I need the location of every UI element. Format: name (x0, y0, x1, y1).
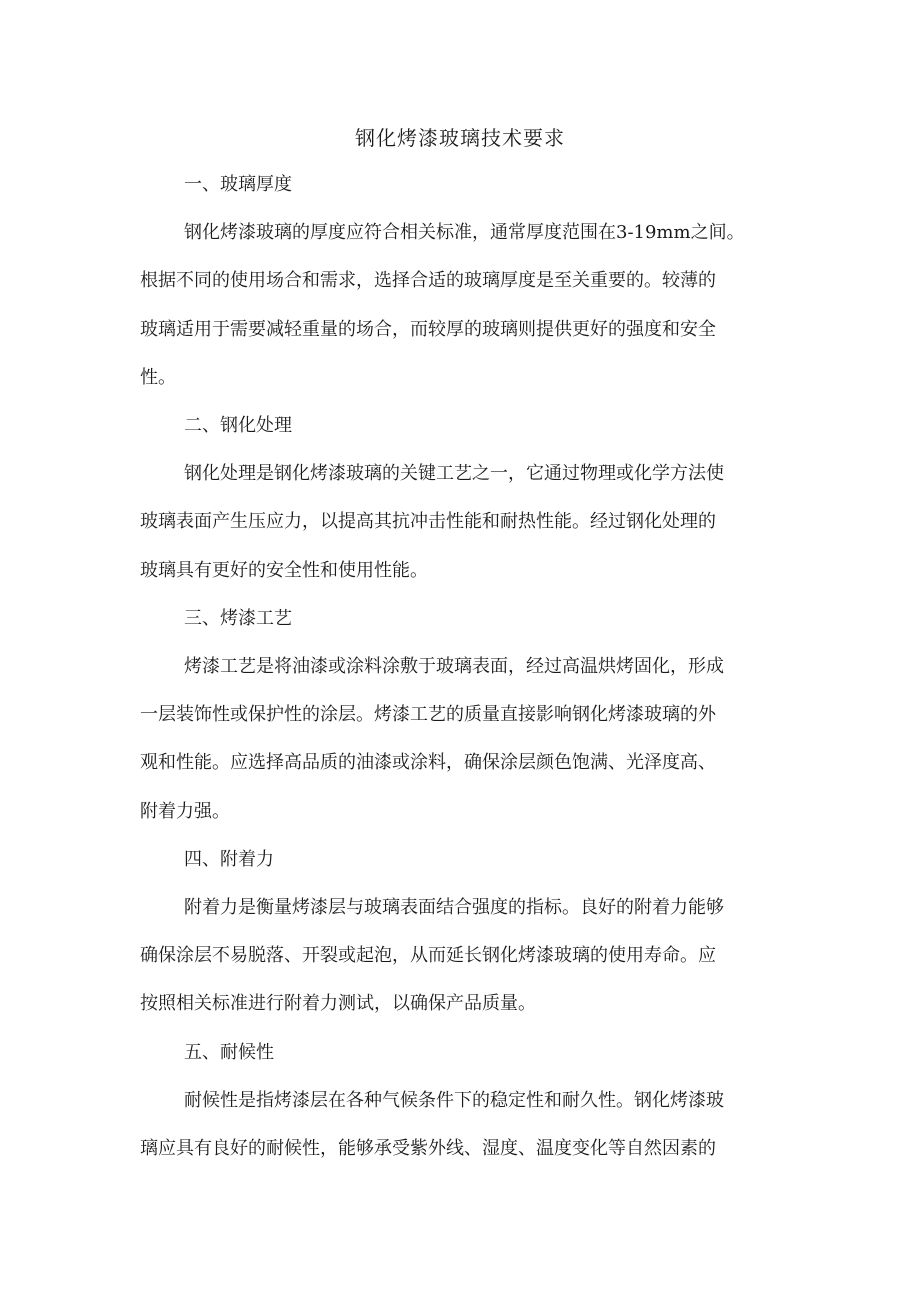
paragraph-line: 璃应具有良好的耐候性，能够承受紫外线、湿度、温度变化等自然因素的 (140, 1138, 716, 1160)
document-title: 钢化烤漆玻璃技术要求 (355, 126, 565, 150)
section-heading-tempering: 二、钢化处理 (184, 415, 292, 437)
paragraph-line: 观和性能。应选择高品质的油漆或涂料，确保涂层颜色饱满、光泽度高、 (140, 752, 716, 774)
paragraph-line: 玻璃具有更好的安全性和使用性能。 (140, 559, 428, 581)
paragraph-line: 一层装饰性或保护性的涂层。烤漆工艺的质量直接影响钢化烤漆玻璃的外 (140, 704, 716, 726)
paragraph-line: 根据不同的使用场合和需求，选择合适的玻璃厚度是至关重要的。较薄的 (140, 270, 716, 292)
section-heading-thickness: 一、玻璃厚度 (184, 174, 292, 195)
paragraph-line: 烤漆工艺是将油漆或涂料涂敷于玻璃表面，经过高温烘烤固化，形成 (184, 656, 724, 678)
paragraph-line: 耐候性是指烤漆层在各种气候条件下的稳定性和耐久性。钢化烤漆玻 (184, 1089, 724, 1111)
paragraph-line: 确保涂层不易脱落、开裂或起泡，从而延长钢化烤漆玻璃的使用寿命。应 (140, 945, 716, 967)
section-paragraph-adhesion (140, 892, 790, 1020)
section-heading-weather-resistance: 五、耐候性 (184, 1041, 274, 1063)
section-paragraph-baking-process (140, 651, 790, 827)
section-paragraph-thickness (140, 217, 790, 393)
paragraph-line: 按照相关标准进行附着力测试，以确保产品质量。 (140, 993, 536, 1015)
paragraph-line: 性。 (140, 366, 176, 388)
section-paragraph-tempering (140, 458, 790, 586)
document-body (140, 169, 790, 1164)
paragraph-line: 钢化处理是钢化烤漆玻璃的关键工艺之一，它通过物理或化学方法使 (184, 463, 724, 485)
paragraph-line: 玻璃适用于需要减轻重量的场合，而较厚的玻璃则提供更好的强度和安全 (140, 318, 716, 340)
paragraph-line: 附着力强。 (140, 800, 230, 822)
paragraph-line: 钢化烤漆玻璃的厚度应符合相关标准，通常厚度范围在3-19mm之间。 (184, 222, 745, 244)
section-heading-adhesion: 四、附着力 (184, 848, 274, 870)
paragraph-line: 附着力是衡量烤漆层与玻璃表面结合强度的指标。良好的附着力能够 (184, 897, 724, 919)
section-paragraph-weather-resistance (140, 1085, 790, 1164)
section-heading-baking-process: 三、烤漆工艺 (184, 607, 292, 629)
paragraph-line: 玻璃表面产生压应力，以提高其抗冲击性能和耐热性能。经过钢化处理的 (140, 511, 716, 533)
